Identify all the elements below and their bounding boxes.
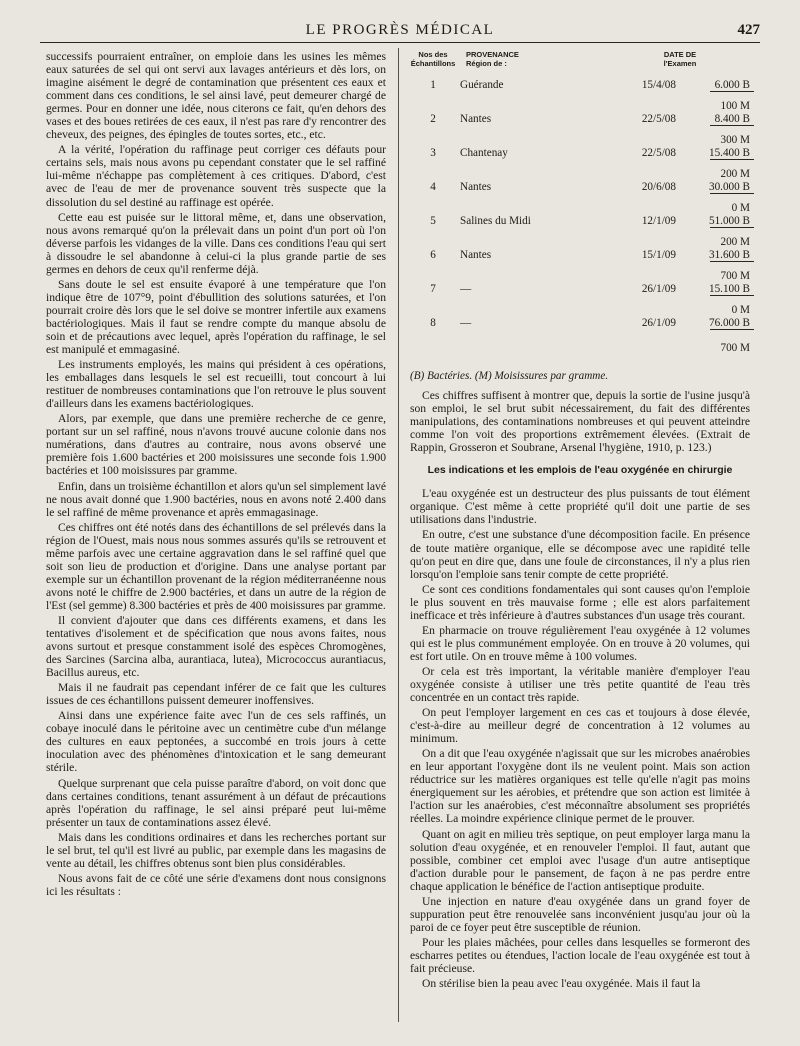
exam-date: 26/1/09: [641, 283, 676, 295]
bacteria-count: 51.000 B: [708, 215, 750, 227]
column-divider: [398, 48, 399, 1022]
paragraph: Nous avons fait de ce côté une série d'examens dont nous consignons ici les résultats :: [46, 871, 386, 898]
paragraph: Ce sont ces conditions fondamentales qui sont causes qu'on l'emploie le plus souvent en très mauvaise forme ; elle est alors parfaitement inefficace et très inférieure à d'autres substances d'un usage très courant.: [410, 582, 750, 622]
exam-date: 15/1/09: [641, 249, 676, 261]
region: Chantenay: [460, 147, 508, 159]
header-date: [650, 50, 710, 68]
header-provenance: [466, 50, 519, 68]
mould-count: 200 M: [720, 168, 750, 180]
bacteria-count: 6.000 B: [714, 79, 750, 91]
header-text: Région de :: [466, 59, 507, 68]
paragraph: Or cela est très important, la véritable manière d'employer l'eau oxygénée consiste à utiliser une très petite quantité de l'eau très concentrée en un contact très rapide.: [410, 664, 750, 705]
results-table: [410, 50, 750, 364]
paragraph: En outre, c'est une substance d'une décomposition facile. En présence de toute matière organique, elle se décompose avec une rapidité telle qu'on peut en dire que, dans une foule de circonstances, il n'y a plus rien lorsqu'on l'emploie sans tenir compte de cette propriété.: [410, 528, 750, 581]
paragraph: Ces chiffres ont été notés dans des échantillons de sel prélevés dans la région de l'Ouest, mais nous nous sommes assurés qu'ils se retrouvent et même parfois avec une certaine aggravation dans le sel raffiné quel que soit son lieu de production et d'origine. Dans une analyse portant par exemple sur un échantillon provenant de la région méditerranéenne nous avons noté le chiffre de 2.900 bactéries, et dans un autre de la région de l'Est (sel gemme) 8.300 bactéries et près de 400 moisissures par gramme.: [46, 520, 386, 612]
sample-number: 6: [430, 249, 436, 261]
mould-count: 200 M: [720, 236, 750, 248]
mould-count: 700 M: [720, 342, 750, 354]
underline-rule: [710, 91, 754, 92]
paragraph: L'eau oxygénée est un destructeur des plus puissants de tout élément organique. C'est même à cette propriété qu'il doit une partie de ses utilisations dans l'industrie.: [410, 487, 750, 527]
mould-count: 300 M: [720, 134, 750, 146]
header-text: Nos des: [418, 50, 448, 59]
mould-count: 700 M: [720, 270, 750, 282]
mould-count: 100 M: [720, 100, 750, 112]
paragraph: En pharmacie on trouve régulièrement l'eau oxygénée à 12 volumes qui est le plus communément employée. On en trouve à 20 volumes, qui est fort utile. On en trouve même à 100 volumes.: [410, 623, 750, 663]
region: Guérande: [460, 79, 504, 91]
page-number: 427: [737, 22, 760, 38]
sample-number: 3: [430, 147, 436, 159]
header-text: l'Examen: [663, 59, 697, 68]
sample-number: 1: [430, 79, 436, 91]
bacteria-count: 15.400 B: [708, 147, 750, 159]
paragraph: Quant on agit en milieu très septique, on peut employer larga manu la solution d'eau oxygénée, et en renouveler l'emploi. Il faut, autant que possible, combiner cet emploi avec l'usage d'un autre antiseptique d'action durable pour le pansement, de façon à ne pas perdre entre chaque application le bénéfice de l'action antiseptique produite.: [410, 827, 750, 893]
header-text: Échantillons: [410, 59, 456, 68]
exam-date: 15/4/08: [641, 79, 676, 91]
mould-count: 0 M: [731, 202, 750, 214]
underline-rule: [710, 193, 754, 194]
sample-number: 5: [430, 215, 436, 227]
paragraph: Pour les plaies mâchées, pour celles dans lesquelles se formeront des escharres petites ou étendues, l'action locale de l'eau oxygénée est tout à fait précieuse.: [410, 935, 750, 975]
paragraph: A la vérité, l'opération du raffinage peut corriger ces défauts pour certains sels, mais nous avons pu cependant constater que le sel raffiné lui-même n'échappe pas complètement à ces critiques. D'abord, c'est avec de l'eau de mer de provenance souvent très suspecte que la dissolution du sel destiné au raffinage est opérée.: [46, 143, 386, 209]
region: Nantes: [460, 113, 492, 125]
underline-rule: [710, 295, 754, 296]
sample-number: 4: [430, 181, 436, 193]
journal-title: LE PROGRÈS MÉDICAL: [305, 22, 495, 38]
paragraph: Alors, par exemple, que dans une première recherche de ce genre, portant sur un sel raffiné, nous n'avons trouvé aucune colonie dans nos numérations, dans d'autres au contraire, nous avons observé une première fois 1.600 bactéries et 200 moisissures une seconde fois 1.900 bactéries et 100 moisissures par gramme.: [46, 412, 386, 478]
exam-date: 26/1/09: [641, 317, 676, 329]
header-text: PROVENANCE: [466, 50, 519, 59]
paragraph: Sans doute le sel est ensuite évaporé à une température que l'on indique être de 107°9, point d'ébullition des solutions saturées, et l'on pourrait croire dès lors que le sel doive se montrer infertile aux examens bactériologiques. Mais il faut se rendre compte du manque absolu de soin et de précautions avec lequel, après l'opération du raffinage, le sel est manipulé et emmagasiné.: [46, 277, 386, 357]
bacteria-count: 15.100 B: [708, 283, 750, 295]
underline-rule: [710, 329, 754, 330]
page-header: [40, 20, 760, 43]
right-column: [410, 50, 750, 992]
paragraph: Mais dans les conditions ordinaires et dans les recherches portant sur le sel brut, tel qu'il est livré au public, par exemple dans les magasins de vente au détail, les chiffres obtenus sont bien plus considérables.: [46, 830, 386, 870]
paragraph: On a dit que l'eau oxygénée n'agissait que sur les microbes anaérobies en leur apportant l'oxygène dont ils ne veulent point. Mais son action réductrice sur les matières organiques est telle qu'elle n'agit pas moins énergiquement sur les aérobies, et prétendre que son action est limitée à l'action sur les anaérobies, c'est méconnaître absolument ses propriétés réelles. La moindre expérience clinique permet de le prouver.: [410, 747, 750, 826]
region: —: [460, 283, 472, 295]
underline-rule: [710, 159, 754, 160]
paragraph: successifs pourraient entraîner, on emploie dans les usines les mêmes eaux saturées de sel qui ont servi aux lavages antérieurs et dès lors, on imagine aisément le degré de contamination que présentent ces eaux et comment dans ces conditions, le sel ainsi lavé, peut demeurer chargé de germes. Pour en donner une idée, nous citerons ce fait, qu'en dehors des vases et des boues retirées de ces eaux, il n'est pas rare d'y rencontrer des cheveux, des peignes, des épingles de toutes sortes, etc., etc.: [46, 50, 386, 142]
paragraph: Mais il ne faudrait pas cependant inférer de ce fait que les cultures issues de ces échantillons puissent demeurer inoffensives.: [46, 681, 386, 708]
exam-date: 22/5/08: [641, 113, 676, 125]
region: Nantes: [460, 181, 492, 193]
left-column: [46, 50, 386, 900]
paragraph: Enfin, dans un troisième échantillon et alors qu'un sel simplement lavé ne nous avait donné que 1.900 bactéries, nous en avons noté 2.400 dans le sel raffiné de même provenance et après emmagasinage.: [46, 479, 386, 519]
paragraph: On peut l'employer largement en ces cas et toujours à dose élevée, c'est-à-dire au meilleur degré de concentration à 12 volumes au minimum.: [410, 706, 750, 746]
exam-date: 22/5/08: [641, 147, 676, 159]
paragraph: Les instruments employés, les mains qui président à ces opérations, les emballages dans lesquels le sel est recueilli, tout concourt à lui restituer de nombreuses contaminations que l'on retrouve le plus souvent d'ailleurs dans les examens bactériologiques.: [46, 358, 386, 411]
sample-number: 7: [430, 283, 436, 295]
region: Salines du Midi: [460, 215, 531, 227]
section-heading: Les indications et les emplois de l'eau oxygénée en chirurgie: [427, 464, 733, 477]
sample-number: 2: [430, 113, 436, 125]
paragraph: On stérilise bien la peau avec l'eau oxygénée. Mais il faut la: [422, 977, 701, 991]
table-legend: (B) Bactéries. (M) Moisissures par gramme.: [410, 370, 609, 382]
bacteria-count: 30.000 B: [708, 181, 750, 193]
header-text: DATE DE: [663, 50, 697, 59]
sample-number: 8: [430, 317, 436, 329]
underline-rule: [710, 261, 754, 262]
exam-date: 12/1/09: [641, 215, 676, 227]
paragraph: Il convient d'ajouter que dans ces différents examens, et dans les tentatives d'isolement et de spécification que nous avons faites, nous avons surtout et presque constamment isolé des espèces Chromogènes, des Sarcines (Sarcina alba, aurantiaca, lutea), Micrococcus aurantiacus, Bacillus aureus, etc.: [46, 613, 386, 680]
exam-date: 20/6/08: [641, 181, 676, 193]
bacteria-count: 8.400 B: [714, 113, 750, 125]
region: —: [460, 317, 472, 329]
mould-count: 0 M: [731, 304, 750, 316]
underline-rule: [710, 125, 754, 126]
region: Nantes: [460, 249, 492, 261]
paragraph: Ainsi dans une expérience faite avec l'un de ces sels raffinés, un cobaye inoculé dans le péritoine avec un centimètre cube d'un mélange des cultures en eaux peptonées, a succombé en trois jours à cette inoculation avec des phénomènes d'intoxication et le sang demeurant stérile.: [46, 709, 386, 775]
table-header: [410, 50, 750, 74]
header-sample-number: [410, 50, 456, 68]
paragraph: Ces chiffres suffisent à montrer que, depuis la sortie de l'usine jusqu'à son emploi, le sel brut subit nécessairement, du fait des différentes manipulations, des contaminations nombreuses et qui peuvent atteindre comme l'on voit des proportions extrêmement élevées. (Extrait de Rappin, Grosseron et Soubrane, Arsenal l'hygiène, 1910, p. 123.): [410, 389, 750, 455]
bacteria-count: 76.000 B: [708, 317, 750, 329]
paragraph: Cette eau est puisée sur le littoral même, et, dans une observation, nous avons remarqué qu'on la prélevait dans un point d'un port où l'on déverse parfois les vidanges de la ville. Dans ces conditions l'eau qui sert à dissoudre le sel abandonne à celui-ci la plus grande partie de ses germes en dehors de ceux qu'il renferme déjà.: [46, 210, 386, 276]
underline-rule: [710, 227, 754, 228]
paragraph: Une injection en nature d'eau oxygénée dans un grand foyer de suppuration peut être renouvelée sans inconvénient jusqu'au jour où la paroi de ce foyer peut être susceptible de réunion.: [410, 894, 750, 934]
bacteria-count: 31.600 B: [708, 249, 750, 261]
table-row: [410, 304, 750, 346]
paragraph: Quelque surprenant que cela puisse paraître d'abord, on voit donc que dans certaines conditions, tenant assurément à un défaut de précautions après l'opération du raffinage, le sel ainsi préparé peut lui-même présenter un taux de contaminations assez élevé.: [46, 776, 386, 829]
table-row: [410, 342, 750, 364]
